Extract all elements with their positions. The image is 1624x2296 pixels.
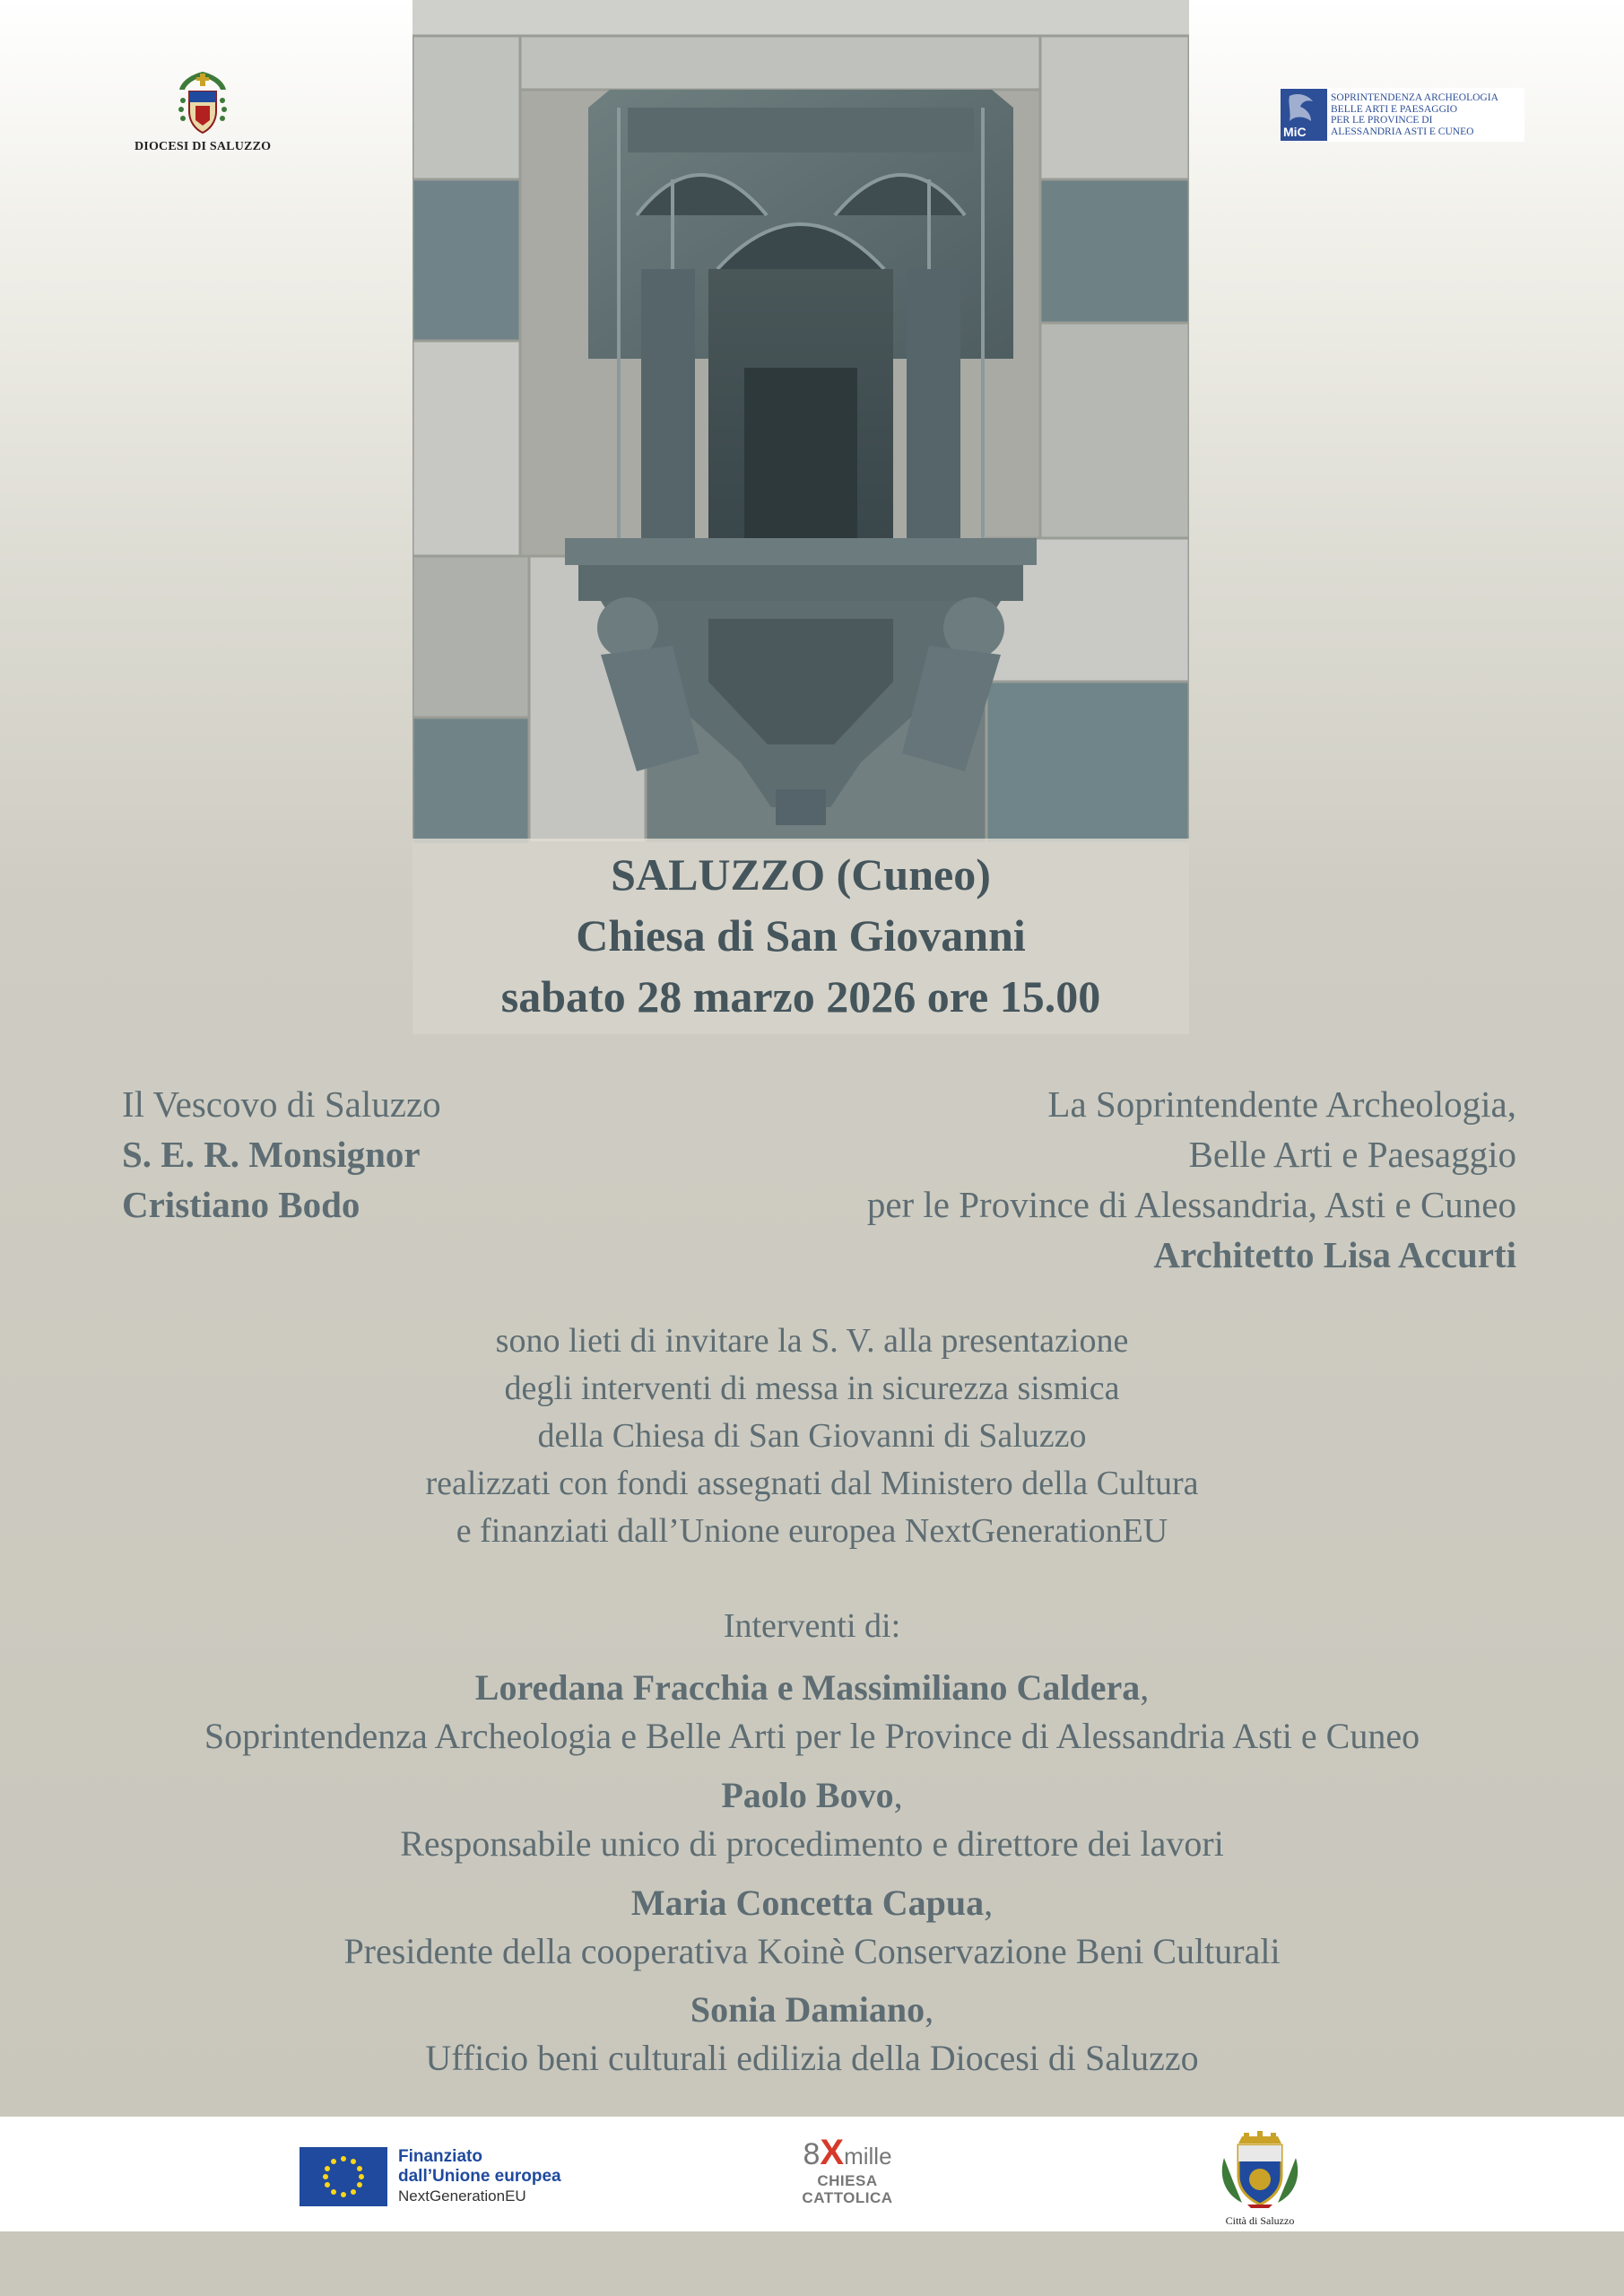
event-datetime: sabato 28 marzo 2026 ore 15.00 bbox=[500, 971, 1101, 1022]
sabap-line: PER LE PROVINCE DI bbox=[1331, 115, 1433, 126]
cei-mille: mille bbox=[844, 2143, 892, 2170]
host-bishop bbox=[122, 1079, 441, 1230]
invitation-line: della Chiesa di San Giovanni di Saluzzo bbox=[537, 1417, 1087, 1455]
host-soprintendente-title-2: Belle Arti e Paesaggio bbox=[1188, 1134, 1516, 1175]
interventi-heading: Interventi di: bbox=[723, 1607, 901, 1645]
cei-x: X bbox=[820, 2133, 845, 2172]
invitation-line: degli interventi di messa in sicurezza sismica bbox=[504, 1370, 1120, 1407]
invitation-line: sono lieti di invitare la S. V. alla presentazione bbox=[495, 1322, 1129, 1360]
speaker-role: Presidente della cooperativa Koinè Conservazione Beni Culturali bbox=[343, 1931, 1281, 1971]
sabap-line: ALESSANDRIA ASTI E CUNEO bbox=[1331, 126, 1474, 137]
speaker-role: Soprintendenza Archeologia e Belle Arti per le Province di Alessandria Asti e Cuneo bbox=[204, 1716, 1420, 1756]
host-soprintendente-province: per le Province di Alessandria, Asti e Cuneo bbox=[866, 1184, 1516, 1225]
speaker-name: Sonia Damiano bbox=[690, 1989, 925, 2030]
host-bishop-name: Cristiano Bodo bbox=[122, 1184, 360, 1225]
invitation-line: realizzati con fondi assegnati dal Ministero della Cultura bbox=[425, 1465, 1199, 1502]
speaker-name: Maria Concetta Capua bbox=[630, 1883, 985, 1923]
coat-of-arms-icon bbox=[176, 70, 230, 138]
sabap-line: SOPRINTENDENZA ARCHEOLOGIA bbox=[1331, 92, 1498, 103]
speaker-name: Loredana Fracchia e Massimiliano Caldera bbox=[474, 1667, 1141, 1708]
diocese-logo bbox=[135, 70, 271, 154]
church-niche-photo bbox=[413, 0, 1189, 1034]
cei-line-1: CHIESA bbox=[817, 2172, 878, 2189]
city-of-saluzzo-logo bbox=[1211, 2131, 1309, 2228]
host-soprintendente bbox=[867, 1079, 1516, 1280]
mic-mark-icon bbox=[1281, 89, 1327, 141]
host-soprintendente-title: La Soprintendente Archeologia, bbox=[1047, 1083, 1516, 1125]
eu-label-3: NextGenerationEU bbox=[398, 2187, 526, 2205]
otto-per-mille-logo bbox=[794, 2133, 901, 2206]
invitation-line: e finanziati dall’Unione europea NextGenerationEU bbox=[456, 1512, 1168, 1550]
speaker-role: Ufficio beni culturali edilizia della Diocesi di Saluzzo bbox=[425, 2038, 1199, 2078]
footer-logos bbox=[0, 2117, 1624, 2231]
speaker-role: Responsabile unico di procedimento e direttore dei lavori bbox=[400, 1823, 1224, 1864]
mic-mark-text: MiC bbox=[1283, 125, 1307, 139]
event-caption bbox=[413, 839, 1189, 1034]
speaker-item: Loredana Fracchia e Massimiliano Caldera, Soprintendenza Archeologia e Belle Arti per le Province di Alessandria Asti e Cuneo bbox=[0, 1664, 1624, 1761]
city-crest-icon bbox=[1215, 2131, 1305, 2208]
host-bishop-honorific: S. E. R. Monsignor bbox=[122, 1134, 421, 1175]
city-caption: Città di Saluzzo bbox=[1225, 2214, 1295, 2227]
eu-label-1: Finanziato bbox=[398, 2147, 482, 2166]
diocese-caption: DIOCESI DI SALUZZO bbox=[135, 140, 272, 153]
sabap-line: BELLE ARTI E PAESAGGIO bbox=[1331, 103, 1458, 115]
invitation-text bbox=[0, 1318, 1624, 1555]
cei-line-2: CATTOLICA bbox=[802, 2189, 893, 2206]
speaker-item: Sonia Damiano, Ufficio beni culturali edilizia della Diocesi di Saluzzo bbox=[0, 1986, 1624, 2083]
speaker-name: Paolo Bovo bbox=[721, 1775, 894, 1815]
event-place: SALUZZO (Cuneo) bbox=[611, 849, 991, 900]
speaker-item: Maria Concetta Capua, Presidente della cooperativa Koinè Conservazione Beni Culturali bbox=[0, 1879, 1624, 1976]
host-soprintendente-name: Architetto Lisa Accurti bbox=[1153, 1234, 1516, 1275]
speaker-item: Paolo Bovo, Responsabile unico di procedimento e direttore dei lavori bbox=[0, 1771, 1624, 1868]
eu-label-2: dall’Unione europea bbox=[398, 2167, 561, 2186]
cei-num: 8 bbox=[803, 2137, 821, 2171]
sabap-logo bbox=[1281, 88, 1524, 142]
eu-funding-logo bbox=[300, 2147, 561, 2206]
eu-flag-icon bbox=[300, 2147, 387, 2206]
host-bishop-title: Il Vescovo di Saluzzo bbox=[122, 1083, 441, 1125]
event-venue: Chiesa di San Giovanni bbox=[576, 910, 1026, 961]
